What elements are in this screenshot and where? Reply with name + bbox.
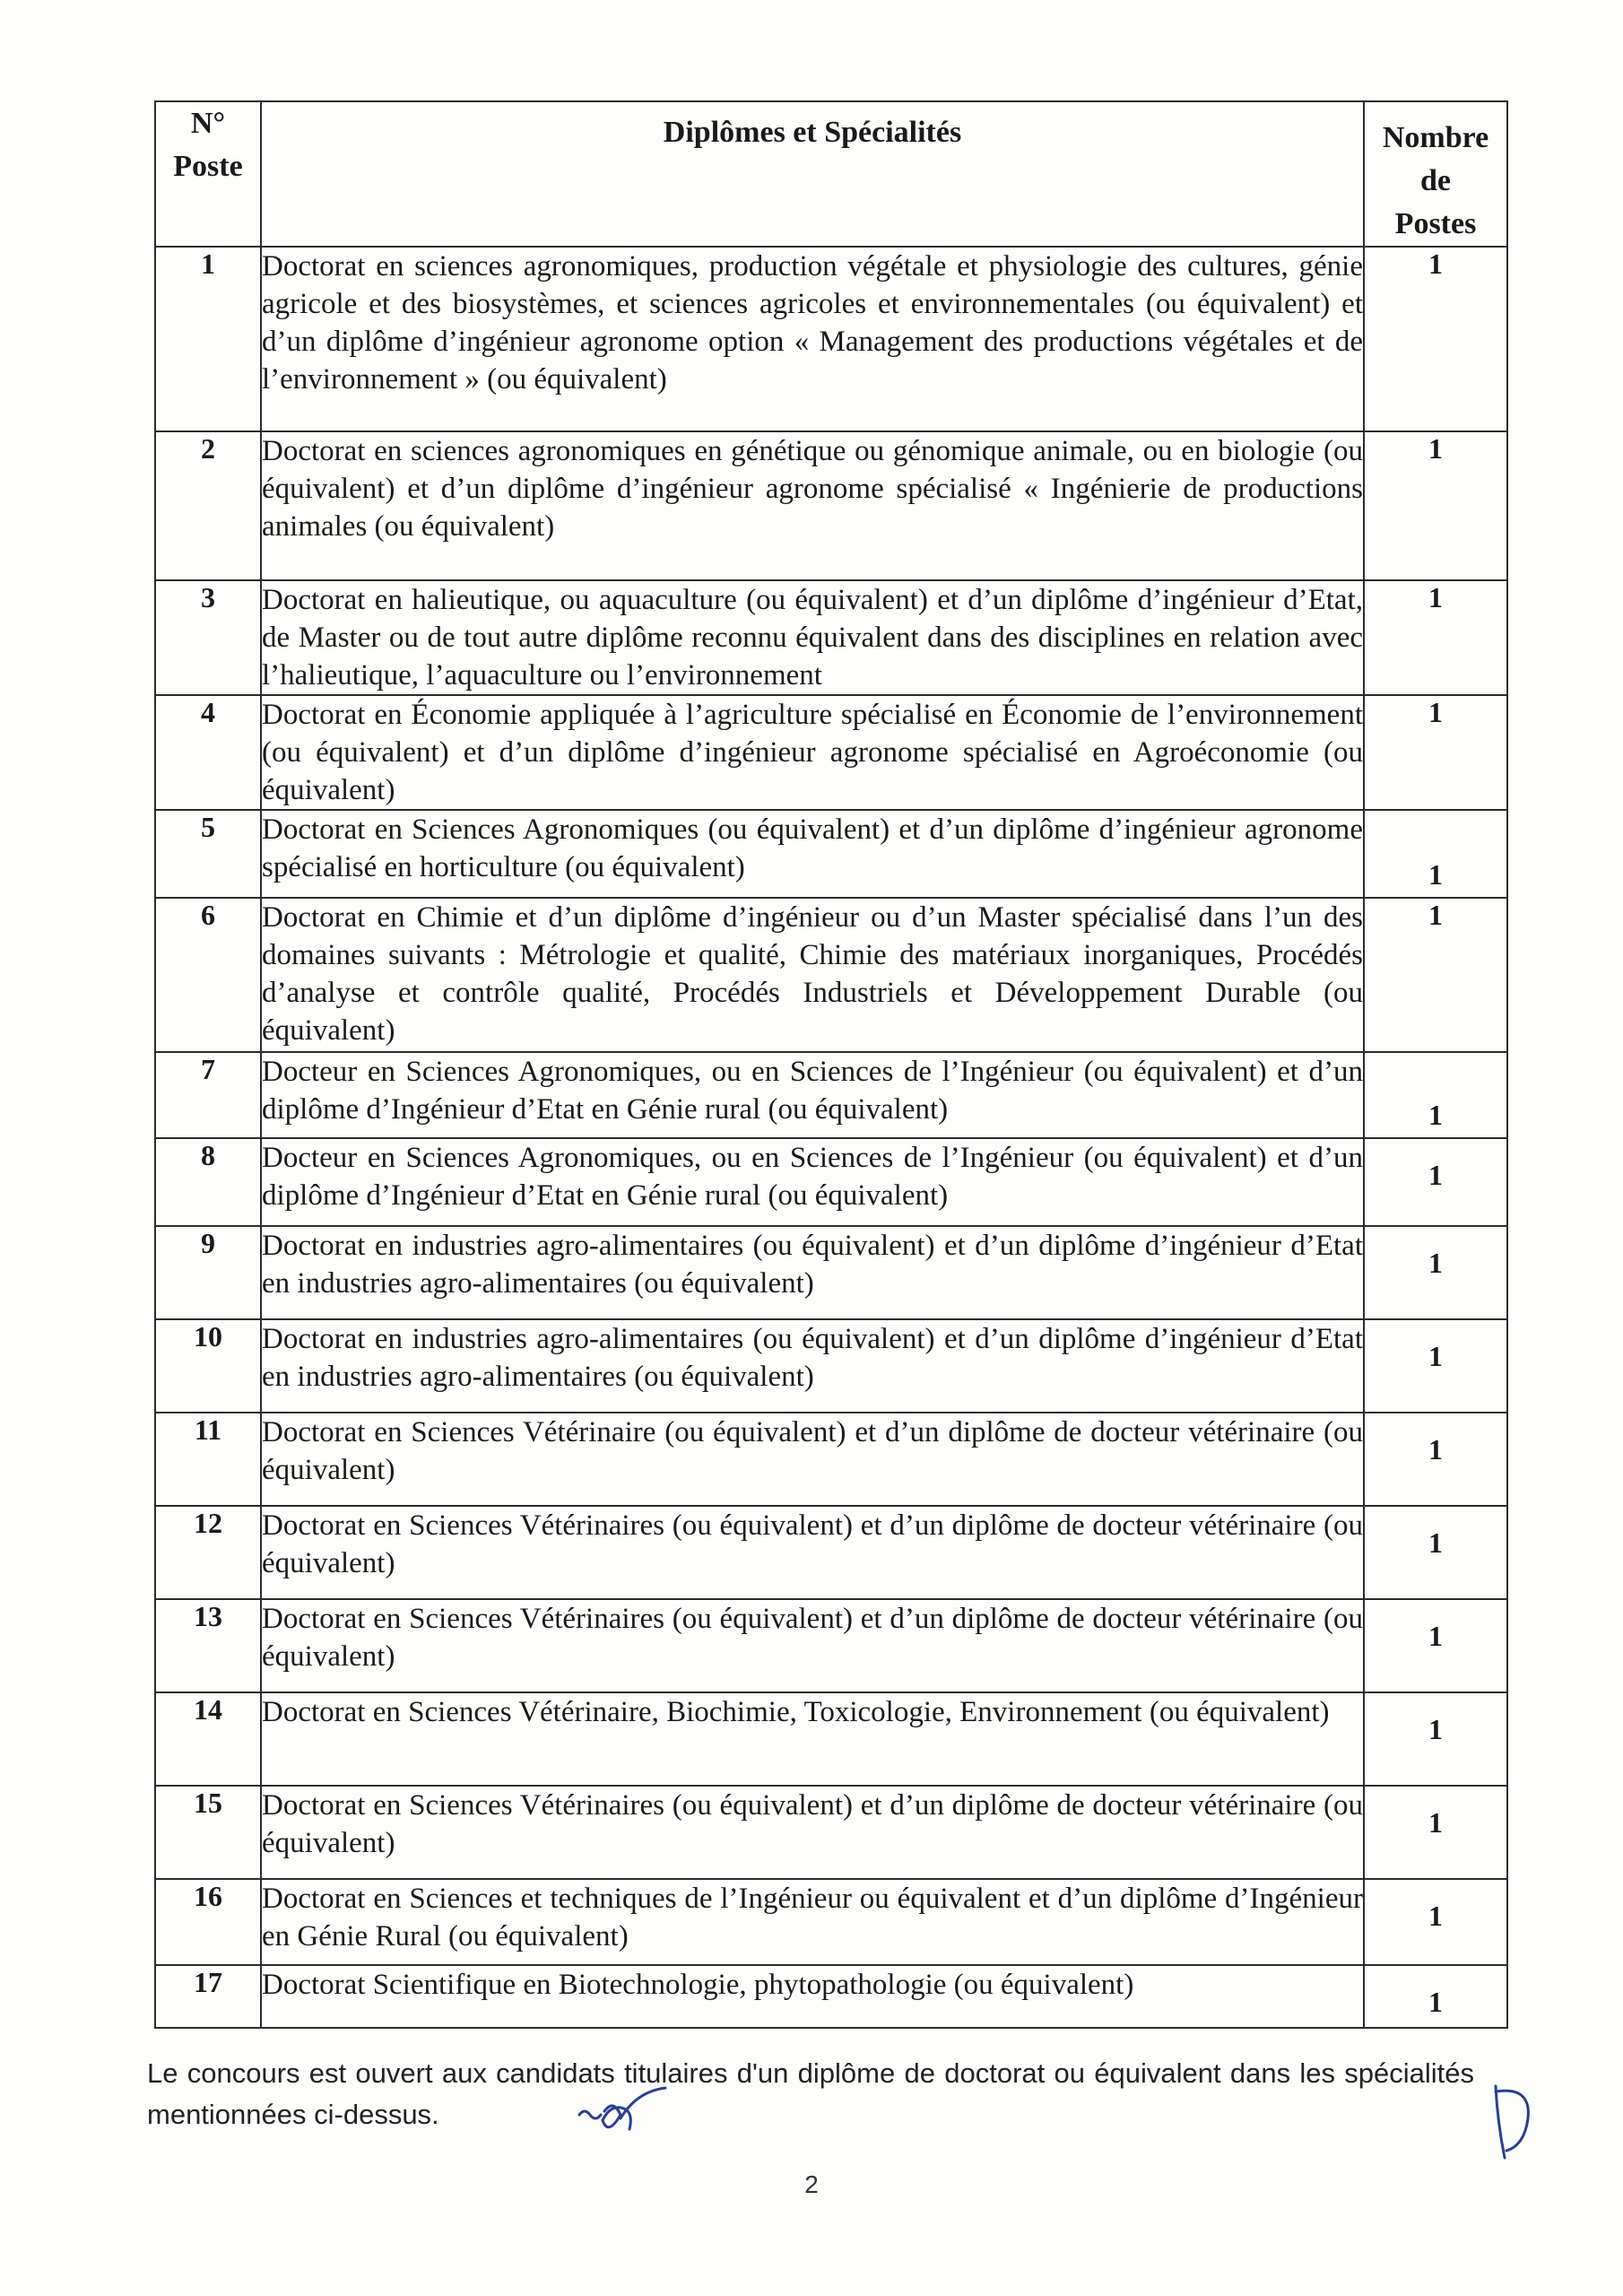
post-description: Doctorat en Sciences et techniques de l’Ingénieur ou équivalent et d’un diplôme d’Ingénieur en Génie Rural (ou équivalent) (261, 1879, 1364, 1965)
post-description: Doctorat en sciences agronomiques, production végétale et physiologie des cultures, génie agricole et des biosystèmes, et sciences agricoles et environnementales (ou équivalent) et d’un diplôme d’ingénieur agronome option « Management des productions végétales et de l’environnement » (ou équivalent) (261, 247, 1364, 431)
handwritten-signature-icon (574, 2079, 681, 2142)
post-number: 9 (155, 1226, 261, 1319)
post-number: 1 (155, 247, 261, 431)
post-number: 2 (155, 431, 261, 580)
post-description: Doctorat en Sciences Vétérinaires (ou équivalent) et d’un diplôme de docteur vétérinaire (ou équivalent) (261, 1506, 1364, 1599)
post-description: Doctorat en Économie appliquée à l’agriculture spécialisé en Économie de l’environnement (ou équivalent) et d’un diplôme d’ingénieur agronome spécialisé en Agroéconomie (ou équivalent) (261, 695, 1364, 810)
post-description: Doctorat en halieutique, ou aquaculture (ou équivalent) et d’un diplôme d’ingénieur d’Etat, de Master ou de tout autre diplôme reconnu équivalent dans des disciplines en relation avec l’halieutique, l’aquaculture ou l’environnement (261, 580, 1364, 695)
post-number: 7 (155, 1052, 261, 1138)
page-number: 2 (804, 2170, 819, 2198)
table-row (155, 1786, 1507, 1879)
post-number: 4 (155, 695, 261, 810)
post-description: Doctorat en industries agro-alimentaires (ou équivalent) et d’un diplôme d’ingénieur d’Etat en industries agro-alimentaires (ou équivalent) (261, 1226, 1364, 1319)
table-row (155, 1413, 1507, 1506)
table-row (155, 580, 1507, 695)
post-count: 1 (1364, 1786, 1507, 1879)
post-description: Doctorat en industries agro-alimentaires (ou équivalent) et d’un diplôme d’ingénieur d’Etat en industries agro-alimentaires (ou équivalent) (261, 1319, 1364, 1413)
table-row (155, 1879, 1507, 1965)
table-row (155, 1506, 1507, 1599)
post-number: 10 (155, 1319, 261, 1413)
post-description: Doctorat en Sciences Vétérinaires (ou équivalent) et d’un diplôme de docteur vétérinaire (ou équivalent) (261, 1599, 1364, 1692)
post-count: 1 (1364, 898, 1507, 1052)
post-number: 12 (155, 1506, 261, 1599)
post-number: 17 (155, 1965, 261, 2028)
post-number: 15 (155, 1786, 261, 1879)
handwritten-initial-icon (1488, 2083, 1542, 2163)
post-count: 1 (1364, 1599, 1507, 1692)
table-row (155, 1052, 1507, 1138)
table-row (155, 1226, 1507, 1319)
header-count-line3: Postes (1394, 207, 1477, 240)
table-row (155, 1692, 1507, 1786)
header-post-count (1364, 101, 1507, 247)
post-count: 1 (1364, 1506, 1507, 1599)
post-number: 3 (155, 580, 261, 695)
post-description: Doctorat en Sciences Vétérinaire (ou équivalent) et d’un diplôme de docteur vétérinaire (ou équivalent) (261, 1413, 1364, 1506)
post-count: 1 (1364, 1052, 1507, 1138)
table-row (155, 810, 1507, 898)
header-num-line2: Poste (173, 150, 243, 183)
header-diplomas: Diplômes et Spécialités (261, 101, 1364, 247)
posts-table (154, 100, 1508, 2029)
header-post-number (155, 101, 261, 247)
header-count-line1: Nombre (1382, 121, 1489, 154)
table-row (155, 1599, 1507, 1692)
post-description: Doctorat en Sciences Agronomiques (ou équivalent) et d’un diplôme d’ingénieur agronome spécialisé en horticulture (ou équivalent) (261, 810, 1364, 898)
post-description: Docteur en Sciences Agronomiques, ou en Sciences de l’Ingénieur (ou équivalent) et d’un diplôme d’Ingénieur d’Etat en Génie rural (ou équivalent) (261, 1052, 1364, 1138)
post-number: 6 (155, 898, 261, 1052)
post-count: 1 (1364, 1965, 1507, 2028)
post-description: Docteur en Sciences Agronomiques, ou en Sciences de l’Ingénieur (ou équivalent) et d’un diplôme d’Ingénieur d’Etat en Génie rural (ou équivalent) (261, 1138, 1364, 1226)
eligibility-note: Le concours est ouvert aux candidats titulaires d'un diplôme de doctorat ou équivalent dans les spécialités mentionnées ci-dessus. (147, 2057, 1474, 2130)
header-count-line2: de (1420, 164, 1451, 197)
post-description: Doctorat en Chimie et d’un diplôme d’ingénieur ou d’un Master spécialisé dans l’un des domaines suivants : Métrologie et qualité, Chimie des matériaux inorganiques, Procédés d’analyse et contrôle qualité, Procédés Industriels et Développement Durable (ou équivalent) (261, 898, 1364, 1052)
post-number: 8 (155, 1138, 261, 1226)
table-row (155, 1319, 1507, 1413)
post-count: 1 (1364, 247, 1507, 431)
post-count: 1 (1364, 431, 1507, 580)
post-count: 1 (1364, 695, 1507, 810)
table-row (155, 898, 1507, 1052)
post-count: 1 (1364, 1692, 1507, 1786)
post-number: 11 (155, 1413, 261, 1506)
header-num-line1: N° (190, 107, 226, 140)
post-description: Doctorat en sciences agronomiques en génétique ou génomique animale, ou en biologie (ou équivalent) et d’un diplôme d’ingénieur agronome spécialisé « Ingénierie de productions animales (ou équivalent) (261, 431, 1364, 580)
post-description: Doctorat Scientifique en Biotechnologie, phytopathologie (ou équivalent) (261, 1965, 1364, 2028)
post-description: Doctorat en Sciences Vétérinaires (ou équivalent) et d’un diplôme de docteur vétérinaire (ou équivalent) (261, 1786, 1364, 1879)
post-number: 13 (155, 1599, 261, 1692)
post-number: 5 (155, 810, 261, 898)
post-count: 1 (1364, 1413, 1507, 1506)
table-row (155, 247, 1507, 431)
post-number: 16 (155, 1879, 261, 1965)
post-count: 1 (1364, 580, 1507, 695)
table-row (155, 1138, 1507, 1226)
post-count: 1 (1364, 810, 1507, 898)
table-header-row (155, 101, 1507, 247)
post-count: 1 (1364, 1879, 1507, 1965)
post-count: 1 (1364, 1319, 1507, 1413)
table-row (155, 431, 1507, 580)
post-description: Doctorat en Sciences Vétérinaire, Biochimie, Toxicologie, Environnement (ou équivalent) (261, 1692, 1364, 1786)
post-count: 1 (1364, 1138, 1507, 1226)
table-row (155, 695, 1507, 810)
post-number: 14 (155, 1692, 261, 1786)
table-row (155, 1965, 1507, 2028)
post-count: 1 (1364, 1226, 1507, 1319)
